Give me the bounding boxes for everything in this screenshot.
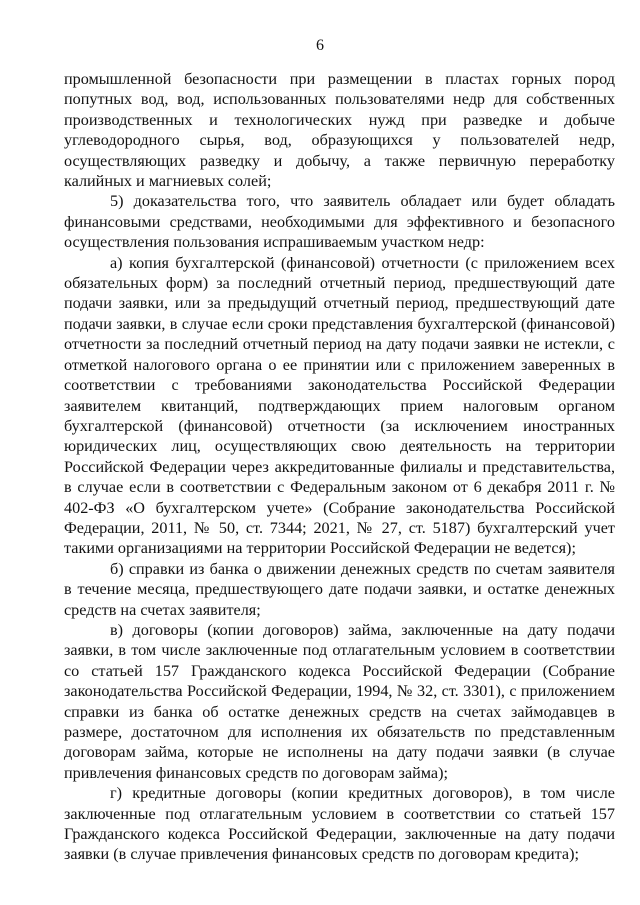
paragraph-item-g: г) кредитные договоры (копии кредитных договоров), в том числе заключенные под отлагательным условием в соответствии со статьей 157 Гражданского кодекса Российской Федерации, заключенные на дату подачи заявки (в случае привлечения финансовых средств по договорам кредита); <box>64 784 615 864</box>
page-number: 6 <box>316 37 324 54</box>
paragraph-continuation: промышленной безопасности при размещении в пластах горных пород попутных вод, вод, использованных пользователями недр для собственных производственных и технологических нужд при разведке и добыче углеводородного сырья, вод, образующихся у пользователей недр, осуществляющих разведку и добычу, а также первичную переработку калийных и магниевых солей; <box>64 70 615 191</box>
paragraph-item-5: 5) доказательства того, что заявитель обладает или будет обладать финансовыми средствами, необходимыми для эффективного и безопасного осуществления пользования испрашиваемым участком недр: <box>64 192 615 252</box>
paragraph-item-b: б) справки из банка о движении денежных средств по счетам заявителя в течение месяца, предшествующего дате подачи заявки, и остатке денежных средств на счетах заявителя; <box>64 559 615 619</box>
document-body <box>64 69 615 865</box>
paragraph-item-a: а) копия бухгалтерской (финансовой) отчетности (с приложением всех обязательных форм) за последний отчетный период, предшествующий дате подачи заявки, или за предыдущий отчетный период, предшествующий дате подачи заявки, в случае если сроки представления бухгалтерской (финансовой) отчетности за последний отчетный период на дату подачи заявки не истекли, с отметкой налогового органа о ее принятии или с приложением заверенных в соответствии с требованиями законодательства Российской Федерации заявителем квитанций, подтверждающих прием налоговым органом бухгалтерской (финансовой) отчетности (за исключением иностранных юридических лиц, осуществляющих свою деятельность на территории Российской Федерации через аккредитованные филиалы и представительства, в случае если в соответствии с Федеральным законом от 6 декабря 2011 г. № 402-ФЗ «О бухгалтерском учете» (Собрание законодательства Российской Федерации, 2011, № 50, ст. 7344; 2021, № 27, ст. 5187) бухгалтерский учет такими организациями на территории Российской Федерации не ведется); <box>64 253 615 558</box>
paragraph-item-v: в) договоры (копии договоров) займа, заключенные на дату подачи заявки, в том числе заключенные под отлагательным условием в соответствии со статьей 157 Гражданского кодекса Российской Федерации (Собрание законодательства Российской Федерации, 1994, № 32, ст. 3301), с приложением справки из банка об остатке денежных средств на счетах займодавцев в размере, достаточном для исполнения их обязательств по представленным договорам займа, которые не исполнены на дату подачи заявки (в случае привлечения финансовых средств по договорам займа); <box>64 620 615 782</box>
